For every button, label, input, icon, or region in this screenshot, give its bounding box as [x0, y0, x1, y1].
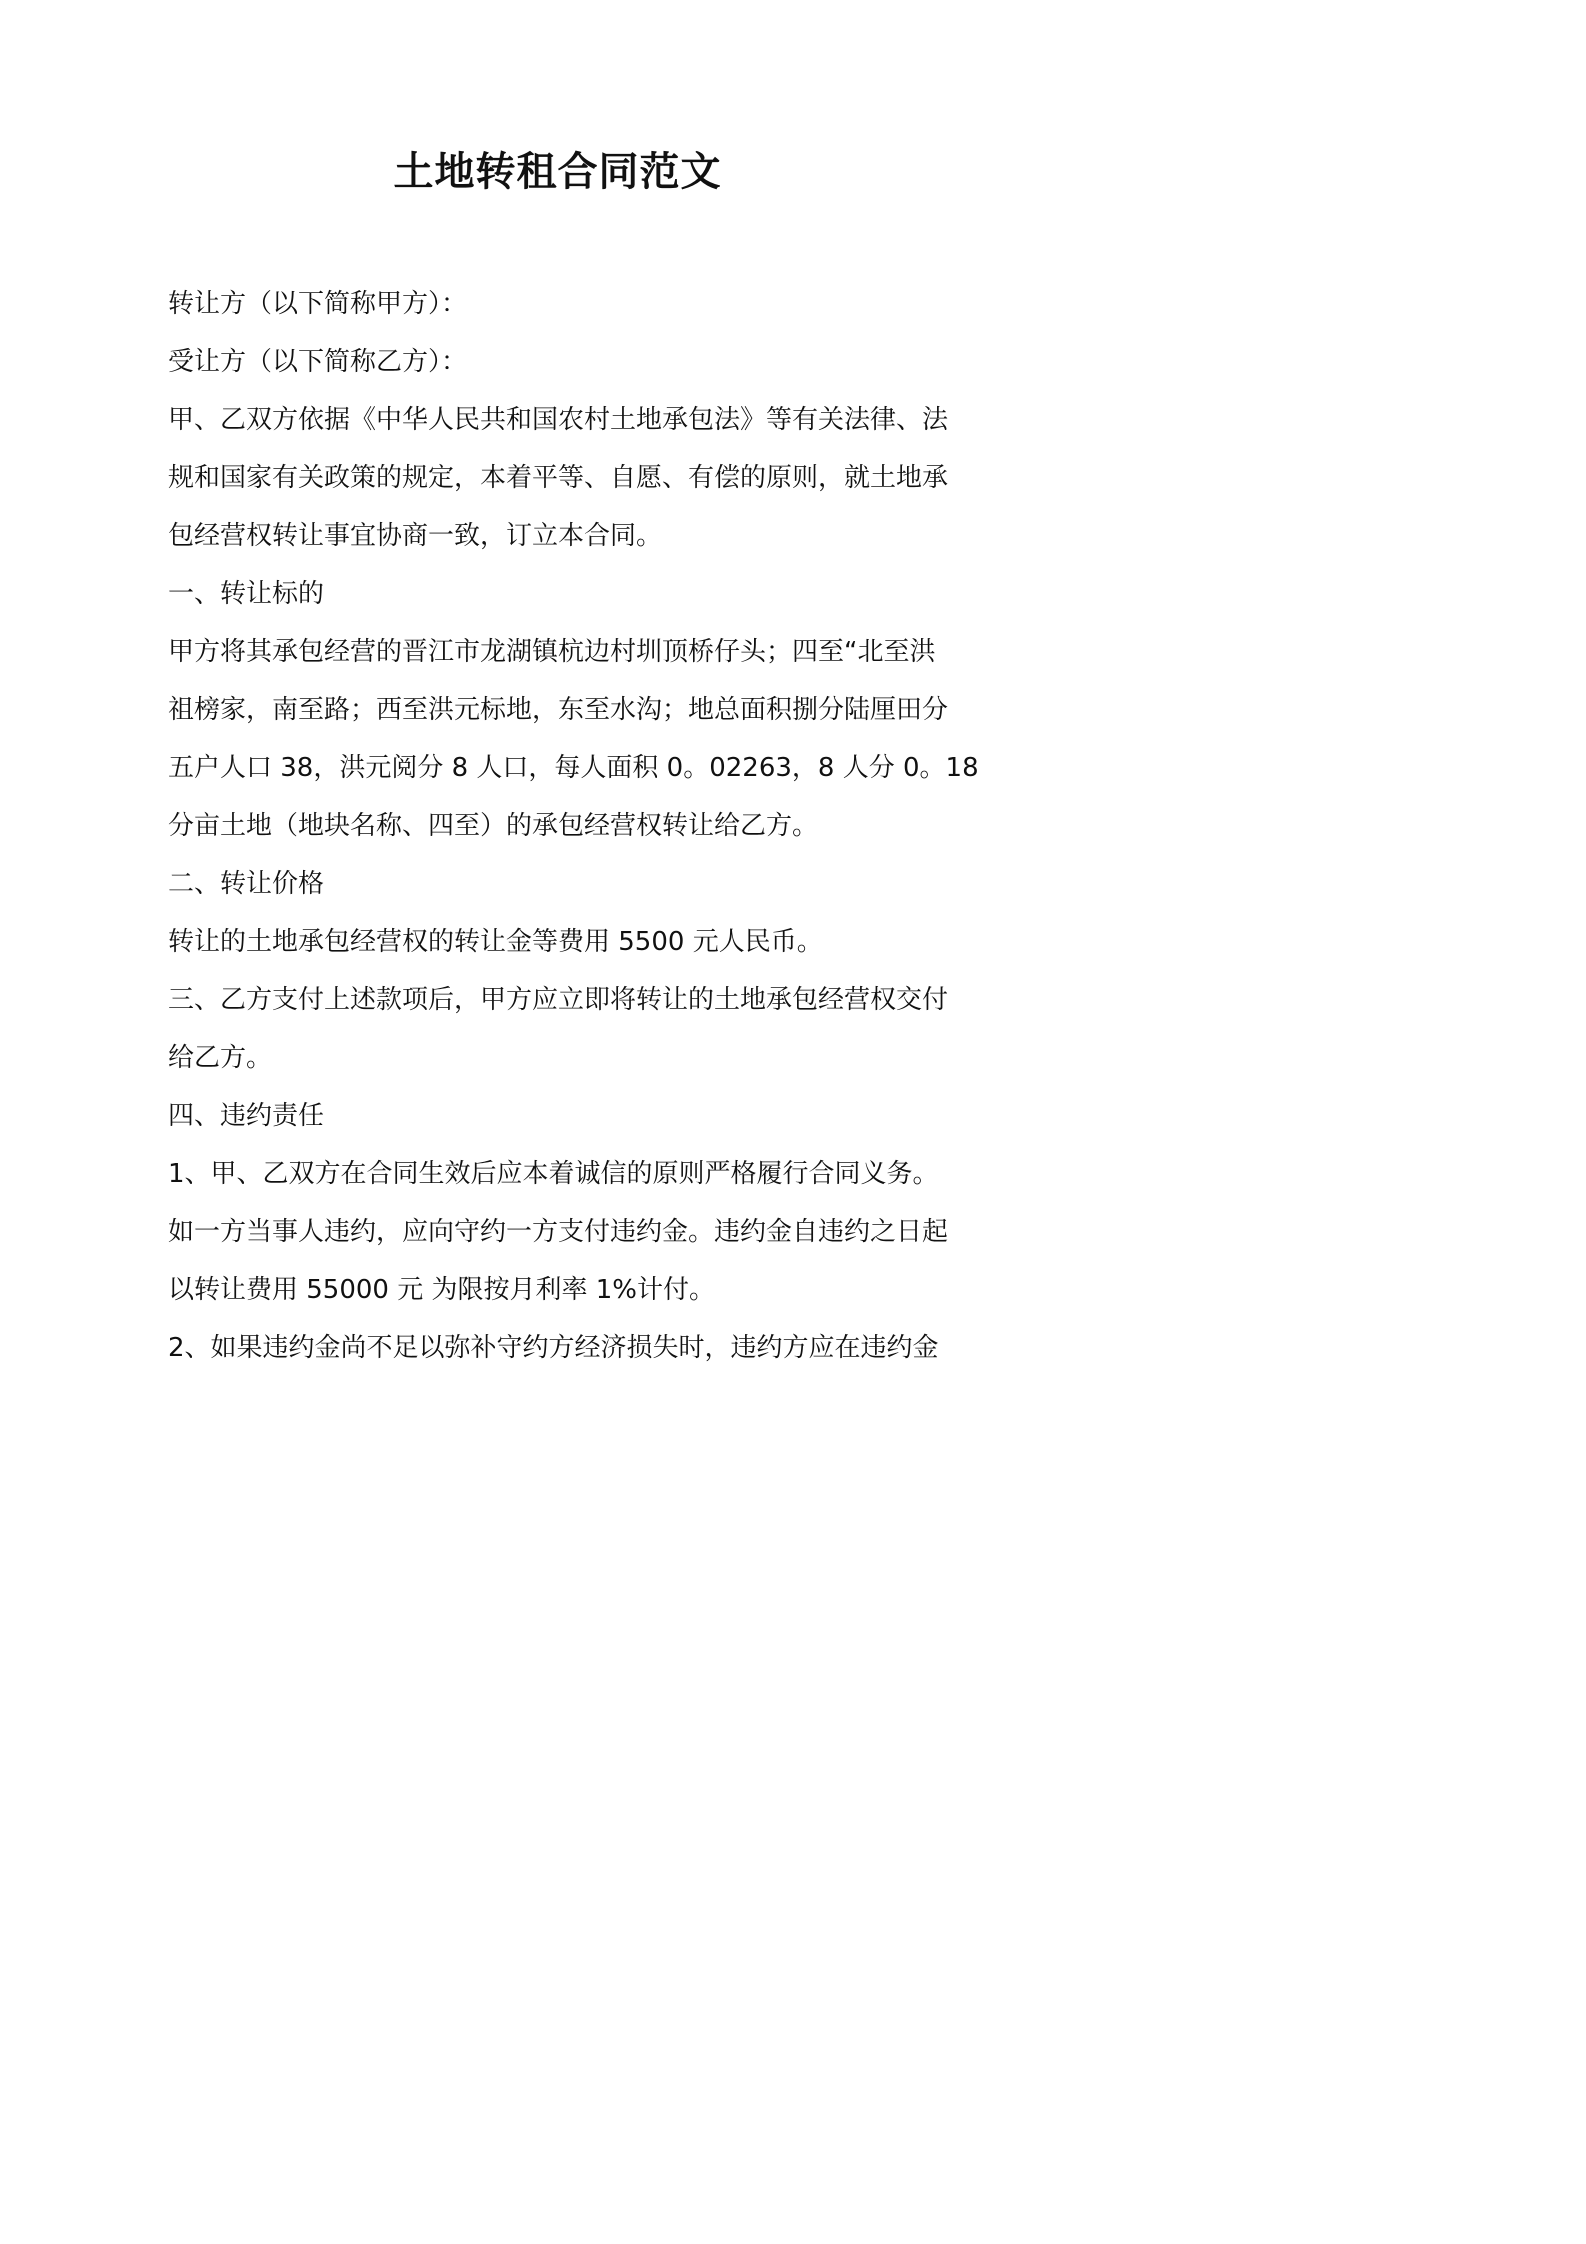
paragraph-line: 甲方将其承包经营的晋江市龙湖镇杭边村圳顶桥仔头；四至“北至洪	[168, 637, 936, 667]
paragraph-line: 转让的土地承包经营权的转让金等费用 5500 元人民币。	[168, 927, 823, 957]
paragraph-line: 如一方当事人违约，应向守约一方支付违约金。违约金自违约之日起	[168, 1217, 949, 1247]
party-b-line: 受让方（以下简称乙方）：	[168, 347, 468, 377]
paragraph-line: 三、乙方支付上述款项后，甲方应立即将转让的土地承包经营权交付	[168, 985, 949, 1015]
preamble-line: 规和国家有关政策的规定，本着平等、自愿、有偿的原则，就土地承	[168, 463, 949, 493]
paragraph-line: 2、如果违约金尚不足以弥补守约方经济损失时，违约方应在违约金	[168, 1333, 939, 1363]
section-heading: 四、违约责任	[168, 1101, 325, 1131]
preamble-line: 包经营权转让事宜协商一致，订立本合同。	[168, 521, 663, 551]
paragraph-line: 分亩土地（地块名称、四至）的承包经营权转让给乙方。	[168, 811, 819, 841]
paragraph-line: 以转让费用 55000 元 为限按月利率 1%计付。	[168, 1275, 716, 1305]
paragraph-line: 1、甲、乙双方在合同生效后应本着诚信的原则严格履行合同义务。	[168, 1159, 939, 1189]
section-heading: 二、转让价格	[168, 869, 325, 899]
document-title: 土地转租合同范文	[393, 149, 722, 195]
paragraph-line: 五户人口 38，洪元阅分 8 人口，每人面积 0。02263，8 人分 0。18	[168, 753, 979, 783]
document-page	[0, 0, 1100, 1556]
party-a-line: 转让方（以下简称甲方）：	[168, 289, 468, 319]
section-heading: 一、转让标的	[168, 579, 325, 609]
paragraph-line: 祖榜家，南至路；西至洪元标地，东至水沟；地总面积捌分陆厘田分	[168, 695, 949, 725]
preamble-line: 甲、乙双方依据《中华人民共和国农村土地承包法》等有关法律、法	[168, 405, 949, 435]
paragraph-line: 给乙方。	[168, 1043, 273, 1073]
